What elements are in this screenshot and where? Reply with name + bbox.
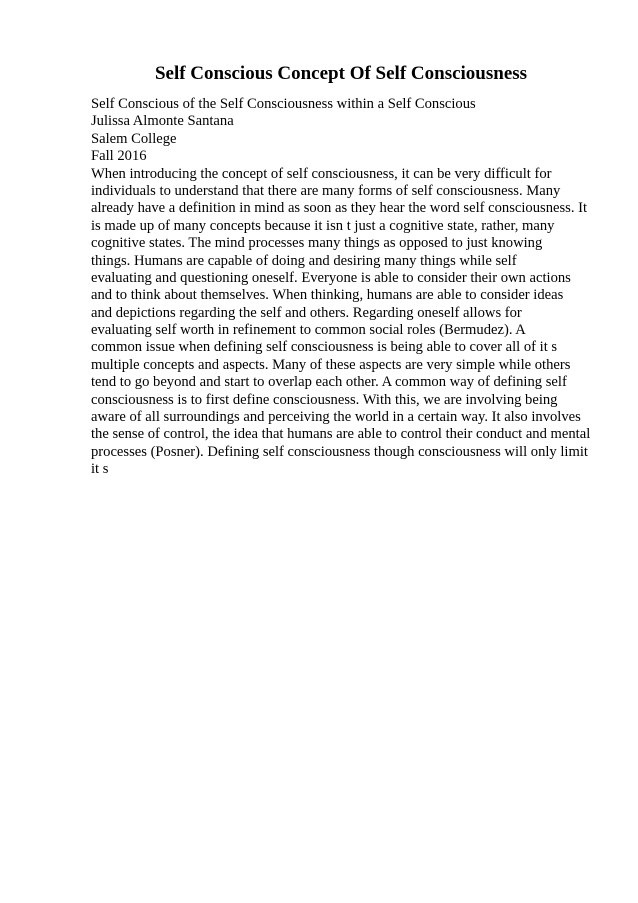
paragraph-line: already have a definition in mind as soon as they hear the word self consciousness. It [91, 200, 588, 217]
document-body [91, 96, 611, 479]
paragraph-line: cognitive states. The mind processes many things as opposed to just knowing [91, 235, 543, 252]
paragraph-line: and depictions regarding the self and others. Regarding oneself allows for [91, 304, 522, 321]
document-title: Self Conscious Concept Of Self Consciousness [154, 63, 528, 84]
paragraph-line: evaluating self worth in refinement to common social roles (Bermudez). A [91, 322, 526, 339]
paragraph-line: it s [91, 461, 109, 478]
institution-line: Salem College [91, 130, 177, 147]
author-name-line: Julissa Almonte Santana [91, 113, 234, 130]
paragraph-line: aware of all surroundings and perceiving the world in a certain way. It also involves [91, 409, 581, 426]
paragraph-line: multiple concepts and aspects. Many of these aspects are very simple while others [91, 356, 571, 373]
essay-subtitle-line: Self Conscious of the Self Consciousness within a Self Conscious [91, 96, 476, 112]
term-line: Fall 2016 [91, 148, 147, 165]
paragraph-line: common issue when defining self consciousness is being able to cover all of it s [91, 339, 558, 356]
paragraph-line: evaluating and questioning oneself. Everyone is able to consider their own actions [91, 269, 571, 286]
paragraph-line: When introducing the concept of self consciousness, it can be very difficult for [91, 165, 552, 182]
paragraph-line: consciousness is to first define consciousness. With this, we are involving being [91, 391, 558, 408]
paragraph-line: is made up of many concepts because it isn t just a cognitive state, rather, many [91, 217, 555, 234]
paragraph-line: individuals to understand that there are many forms of self consciousness. Many [91, 182, 561, 199]
paragraph-line: and to think about themselves. When thinking, humans are able to consider ideas [91, 287, 564, 304]
paragraph-line: the sense of control, the idea that humans are able to control their conduct and mental [91, 426, 591, 443]
paragraph-line: things. Humans are capable of doing and desiring many things while self [91, 252, 517, 269]
paragraph-line: tend to go beyond and start to overlap each other. A common way of defining self [91, 374, 567, 391]
paragraph-line: processes (Posner). Defining self consciousness though consciousness will only limit [91, 443, 588, 460]
